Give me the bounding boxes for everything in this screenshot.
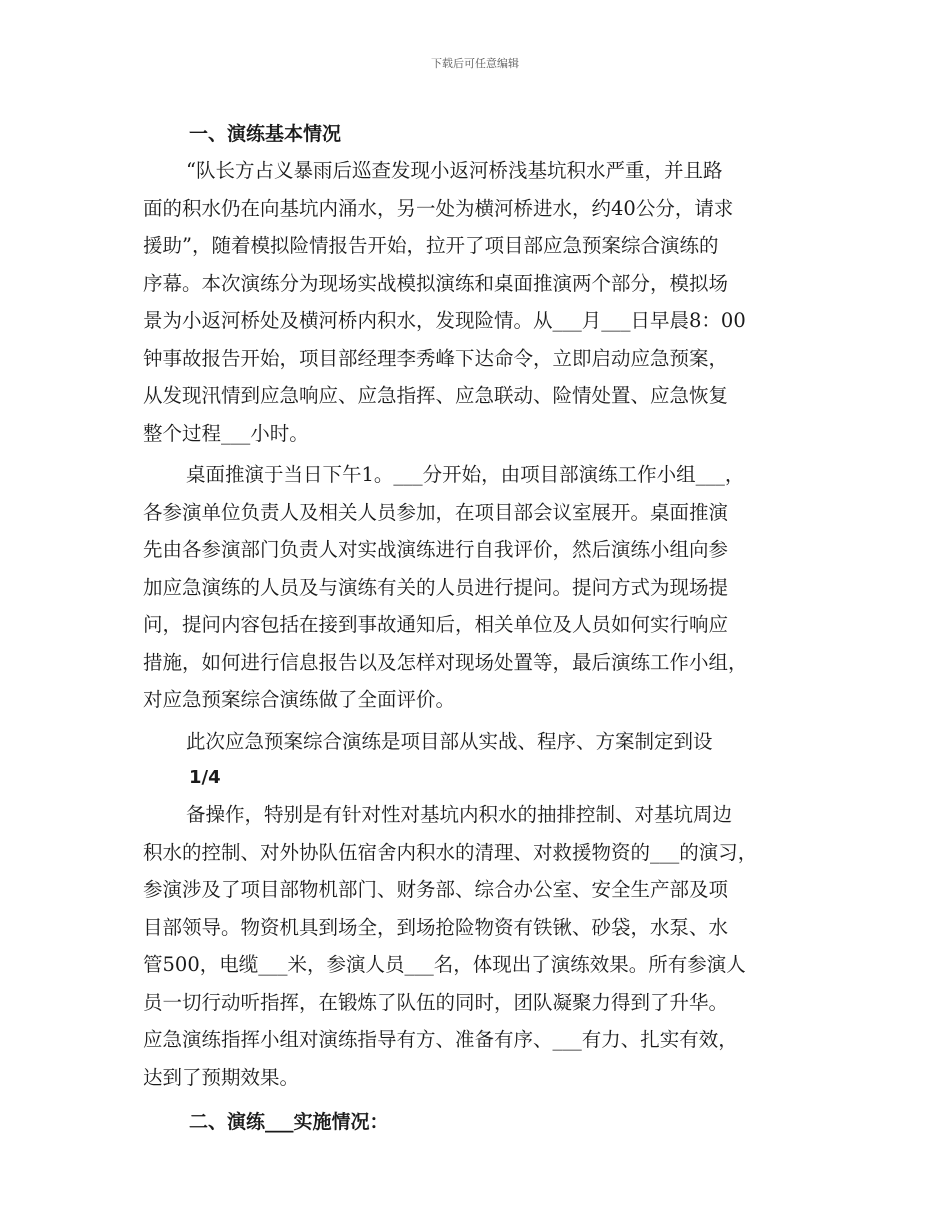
watermark-text: 下载后可任意编辑 (431, 57, 519, 70)
text-line: 问，提问内容包括在接到事故通知后，相关单位及人员如何实行响应 (143, 613, 729, 636)
text-line: 钟事故报告开始，项目部经理李秀峰下达命令，立即启动应急预案， (143, 346, 729, 370)
text-line: 参演涉及了项目部物机部门、财务部、综合办公室、安全生产部及项 (143, 878, 729, 901)
text-line: 序幕。本次演练分为现场实战模拟演练和桌面推演两个部分，模拟场 (143, 271, 729, 295)
text-line: 各参演单位负责人及相关人员参加，在项目部会议室展开。桌面推演 (143, 500, 729, 524)
text-line: 加应急演练的人员及与演练有关的人员进行提问。提问方式为现场提 (143, 575, 729, 599)
text-line: 桌面推演于当日下午1。___分开始，由项目部演练工作小组___， (186, 463, 745, 486)
section-heading-2: 二、演练___实施情况： (189, 1111, 389, 1133)
paragraph-2 (143, 456, 823, 719)
text-line: 从发现汛情到应急响应、应急指挥、应急联动、险情处置、应急恢复 (143, 384, 729, 407)
text-line: 此次应急预案综合演练是项目部从实战、程序、方案制定到设 (186, 729, 713, 753)
text-line: 措施，如何进行信息报告以及怎样对现场处置等，最后演练工作小组， (143, 650, 748, 674)
paragraph-continuation (143, 796, 823, 1096)
text-line: 目部领导。物资机具到场全，到场抢险物资有铁锹、砂袋，水泵、水 (143, 915, 729, 939)
document-body (143, 110, 823, 1140)
text-line: 面的积水仍在向基坑内涌水，另一处为横河桥进水，约40公分，请求 (143, 196, 734, 220)
paragraph-3 (143, 723, 823, 761)
text-line: 积水的控制、对外协队伍宿舍内积水的清理、对救援物资的___的演习， (143, 840, 758, 864)
section-heading-1: 一、演练基本情况 (189, 123, 342, 145)
text-line: 员一切行动听指挥，在锻炼了队伍的同时，团队凝聚力得到了升华。 (143, 990, 729, 1014)
paragraph-1 (143, 152, 823, 452)
text-line: 备操作，特别是有针对性对基坑内积水的抽排控制、对基坑周边 (186, 803, 733, 826)
text-line: 管500，电缆___米，参演人员___名，体现出了演练效果。所有参演人 (143, 953, 746, 976)
text-line: 达到了预期效果。 (143, 1065, 300, 1089)
text-line: 景为小返河桥处及横河桥内积水，发现险情。从___月___日早晨8：00 (143, 309, 746, 332)
text-line: 对应急预案综合演练做了全面评价。 (143, 688, 456, 711)
text-line: 应急演练指挥小组对演练指导有方、准备有序、___有力、扎实有效， (143, 1028, 738, 1051)
text-line: 整个过程___小时。 (143, 421, 309, 445)
page-number: 1/4 (189, 767, 221, 788)
text-line: 先由各参演部门负责人对实战演练进行自我评价，然后演练小组向参 (143, 538, 729, 561)
text-line: “队长方占义暴雨后巡查发现小返河桥浅基坑积水严重，并且路 (186, 159, 723, 182)
text-line: 援助”，随着模拟险情报告开始，拉开了项目部应急预案综合演练的 (143, 234, 719, 257)
